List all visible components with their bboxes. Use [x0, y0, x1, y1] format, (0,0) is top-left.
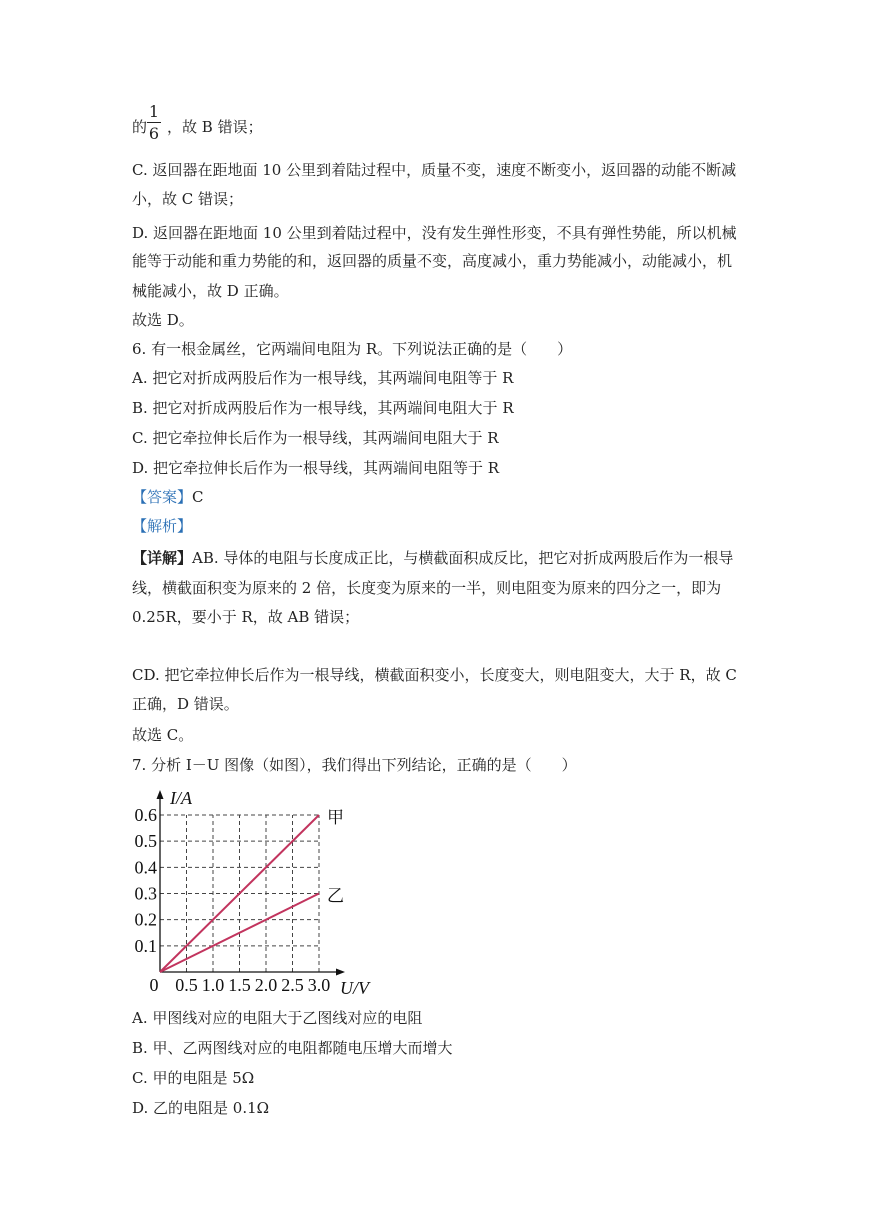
- x-tick-label-5: 3.0: [307, 975, 331, 995]
- analysis-tag: 【解析】: [132, 517, 193, 535]
- q5-d-line3: 械能减小，故 D 正确。: [132, 282, 289, 300]
- q6-option-a: A. 把它对折成两股后作为一根导线，其两端间电阻等于 R: [132, 369, 514, 387]
- q7-option-b: B. 甲、乙两图线对应的电阻都随电压增大而增大: [132, 1039, 453, 1057]
- x-axis-label: U/V: [340, 978, 369, 998]
- q6-option-b: B. 把它对折成两股后作为一根导线，其两端间电阻大于 R: [132, 399, 514, 417]
- q6-detail-line2: 线，横截面积变为原来的 2 倍，长度变为原来的一半，则电阻变为原来的四分之一，即为: [132, 579, 722, 597]
- q5-c-line2: 小，故 C 错误；: [132, 190, 244, 208]
- y-tick-label-2: 0.3: [134, 883, 157, 904]
- series-label-0: 甲: [327, 807, 344, 827]
- q5-b-suffix: ，故 B 错误；: [167, 118, 263, 136]
- q5-b-prefix: 的: [132, 118, 148, 136]
- x-tick-label-0: 0.5: [175, 975, 198, 995]
- q7-option-a: A. 甲图线对应的电阻大于乙图线对应的电阻: [132, 1009, 423, 1027]
- q6-detail-line1: [132, 548, 733, 568]
- q6-option-c: C. 把它牵拉伸长后作为一根导线，其两端间电阻大于 R: [132, 429, 499, 447]
- q6-cd-line1: CD. 把它牵拉伸长后作为一根导线，横截面积变小，长度变大，则电阻变大，大于 R，故 C: [132, 666, 737, 684]
- q5-conclusion: 故选 D。: [132, 311, 194, 329]
- chart-series: [160, 808, 344, 972]
- q6-option-d: D. 把它牵拉伸长后作为一根导线，其两端间电阻等于 R: [132, 459, 500, 477]
- series-label-1: 乙: [327, 886, 344, 906]
- q7-option-c: C. 甲的电阻是 5Ω: [132, 1069, 255, 1087]
- y-axis-label: I/A: [170, 788, 192, 808]
- q5-d-line2: 能等于动能和重力势能的和，返回器的质量不变，高度减小，重力势能减小，动能减小，机: [132, 252, 733, 270]
- detail-text: AB. 导体的电阻与长度成正比，与横截面积成反比，把它对折成两股后作为一根导: [192, 549, 734, 567]
- q6-analysis-tag: [132, 516, 192, 536]
- y-tick-label-5: 0.6: [134, 804, 157, 825]
- detail-tag: 【详解】: [132, 549, 193, 567]
- fraction-denominator: 6: [148, 124, 160, 143]
- x-tick-label-2: 1.5: [228, 975, 251, 995]
- x-tick-label-3: 2.0: [254, 975, 278, 995]
- q5-c-line1: C. 返回器在距地面 10 公里到着陆过程中，质量不变，速度不断变小，返回器的动能不断减: [132, 161, 737, 179]
- y-tick-label-3: 0.4: [134, 857, 157, 878]
- x-tick-label-1: 1.0: [201, 975, 225, 995]
- iu-chart: [134, 782, 375, 1000]
- x-axis-arrow: [336, 969, 345, 976]
- answer-value: C: [192, 488, 204, 506]
- q6-cd-line2: 正确，D 错误。: [132, 695, 239, 713]
- fraction-numerator: 1: [148, 102, 160, 121]
- x-tick-label-4: 2.5: [281, 975, 304, 995]
- q7-stem: 7. 分析 I－U 图像（如图），我们得出下列结论，正确的是（ ）: [132, 756, 577, 774]
- y-axis-arrow: [157, 790, 164, 799]
- y-tick-label-4: 0.5: [134, 831, 157, 852]
- answer-tag: 【答案】: [132, 488, 193, 506]
- fraction-one-sixth: [148, 102, 160, 143]
- y-tick-label-1: 0.2: [134, 909, 157, 930]
- q6-conclusion: 故选 C。: [132, 726, 194, 744]
- q6-answer: [132, 487, 204, 507]
- q5-d-line1: D. 返回器在距地面 10 公里到着陆过程中，没有发生弹性形变，不具有弹性势能，所以机械: [132, 224, 737, 242]
- q6-stem: 6. 有一根金属丝，它两端间电阻为 R。下列说法正确的是（ ）: [132, 340, 573, 358]
- origin-label: 0: [149, 975, 159, 995]
- q7-option-d: D. 乙的电阻是 0.1Ω: [132, 1099, 270, 1117]
- y-tick-label-0: 0.1: [134, 935, 157, 956]
- q6-detail-line3: 0.25R，要小于 R，故 AB 错误；: [132, 608, 360, 626]
